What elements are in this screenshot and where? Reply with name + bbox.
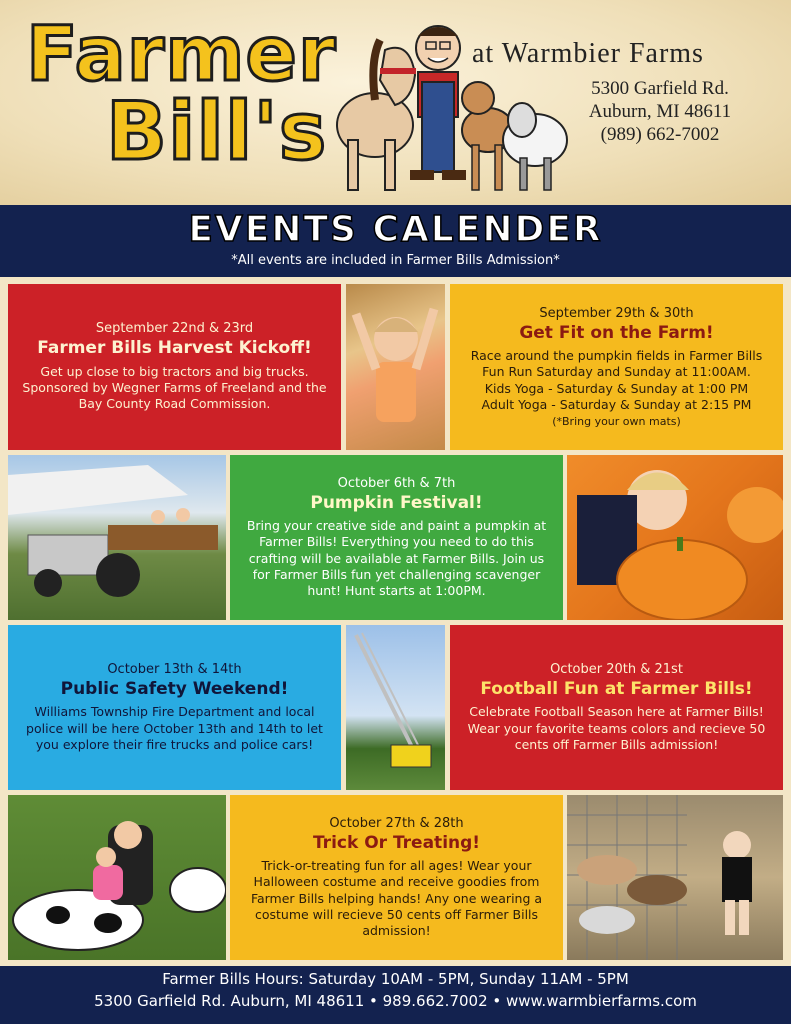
event-date: September 22nd & 23rd [95, 321, 254, 337]
page-subtitle: *All events are included in Farmer Bills Admission* [231, 253, 560, 268]
horse-icon [337, 40, 416, 190]
event-public-safety [8, 625, 341, 790]
event-title: Farmer Bills Harvest Kickoff! [37, 338, 312, 359]
event-title: Football Fun at Farmer Bills! [480, 678, 753, 699]
goats-photo-icon [567, 795, 783, 960]
farmer-bill-icon [410, 26, 466, 180]
cow-ride-photo-icon [8, 795, 226, 960]
event-title: Pumpkin Festival! [310, 492, 483, 513]
event-description: Williams Township Fire Department and local police will be here October 13th and 14th to let you explore their fire trucks and police cars! [26, 704, 323, 752]
event-description: Race around the pumpkin fields in Farmer Bills Fun Run Saturday and Sunday at 11:00AM. [470, 348, 763, 380]
farm-address-city: Auburn, MI 48611 [588, 101, 732, 122]
boy-pumpkin-photo-icon [567, 455, 783, 620]
event-note: (*Bring your own mats) [552, 415, 681, 429]
photo-cow-ride [8, 795, 226, 960]
event-description: Trick-or-treating fun for all ages! Wear your Halloween costume and receive goodies from Farmer Bills helping hands! Any one wearing a costume will recieve 50 cents off Farmer Bills admission! [250, 858, 543, 939]
event-date: October 27th & 28th [329, 815, 464, 831]
event-harvest-kickoff [8, 284, 341, 450]
tractor-photo-icon [8, 455, 226, 620]
event-date: October 6th & 7th [337, 475, 456, 491]
event-title: Get Fit on the Farm! [519, 322, 714, 343]
photo-boy-pumpkins [567, 455, 783, 620]
sheep-icon [503, 103, 567, 190]
page-title: EVENTS CALENDER [188, 209, 603, 250]
event-title: Public Safety Weekend! [60, 678, 289, 699]
event-description: Celebrate Football Season here at Farmer Bills! Wear your favorite teams colors and recieve 50 cents off Farmer Bills admission! [467, 704, 766, 752]
farm-address-street: 5300 Garfield Rd. [591, 78, 729, 99]
event-adult-yoga: Adult Yoga - Saturday & Sunday at 2:15 PM [481, 396, 752, 412]
event-description: Get up close to big tractors and big trucks. Sponsored by Wegner Farms of Freeland and the Bay County Road Commission. [22, 363, 327, 412]
farm-name: at Warmbier Farms [472, 38, 704, 69]
event-trick-or-treating [230, 795, 563, 960]
event-date: October 20th & 21st [550, 661, 683, 677]
event-date: September 29th & 30th [539, 305, 694, 321]
event-date: October 13th & 14th [107, 661, 242, 677]
event-kids-yoga: Kids Yoga - Saturday & Sunday at 1:00 PM [484, 380, 749, 396]
event-description: Bring your creative side and paint a pumpkin at Farmer Bills! Everything you need to do this crafting will be available at Farmer Bills. Join us for Farmer Bills fun yet challenging scavenger hunt! Hunt starts at 1:00PM. [246, 518, 547, 599]
event-get-fit [450, 284, 783, 450]
event-title: Trick Or Treating! [312, 832, 481, 853]
event-football-fun [450, 625, 783, 790]
logo-farmer: Farmer [26, 9, 337, 98]
footer-hours: Farmer Bills Hours: Saturday 10AM - 5PM, Sunday 11AM - 5PM [162, 970, 629, 988]
event-pumpkin-festival [230, 455, 563, 620]
photo-girl-hay [346, 284, 445, 450]
fire-ladder-photo-icon [346, 625, 445, 790]
photo-fire-truck-ladder [346, 625, 445, 790]
photo-goats-boy [567, 795, 783, 960]
girl-photo-icon [346, 284, 445, 450]
photo-tractor-hayride [8, 455, 226, 620]
farm-phone: (989) 662-7002 [600, 124, 720, 145]
logo-bills: Bill's [106, 85, 328, 178]
footer-contact: 5300 Garfield Rd. Auburn, MI 48611 • 989.662.7002 • www.warmbierfarms.com [94, 992, 697, 1010]
